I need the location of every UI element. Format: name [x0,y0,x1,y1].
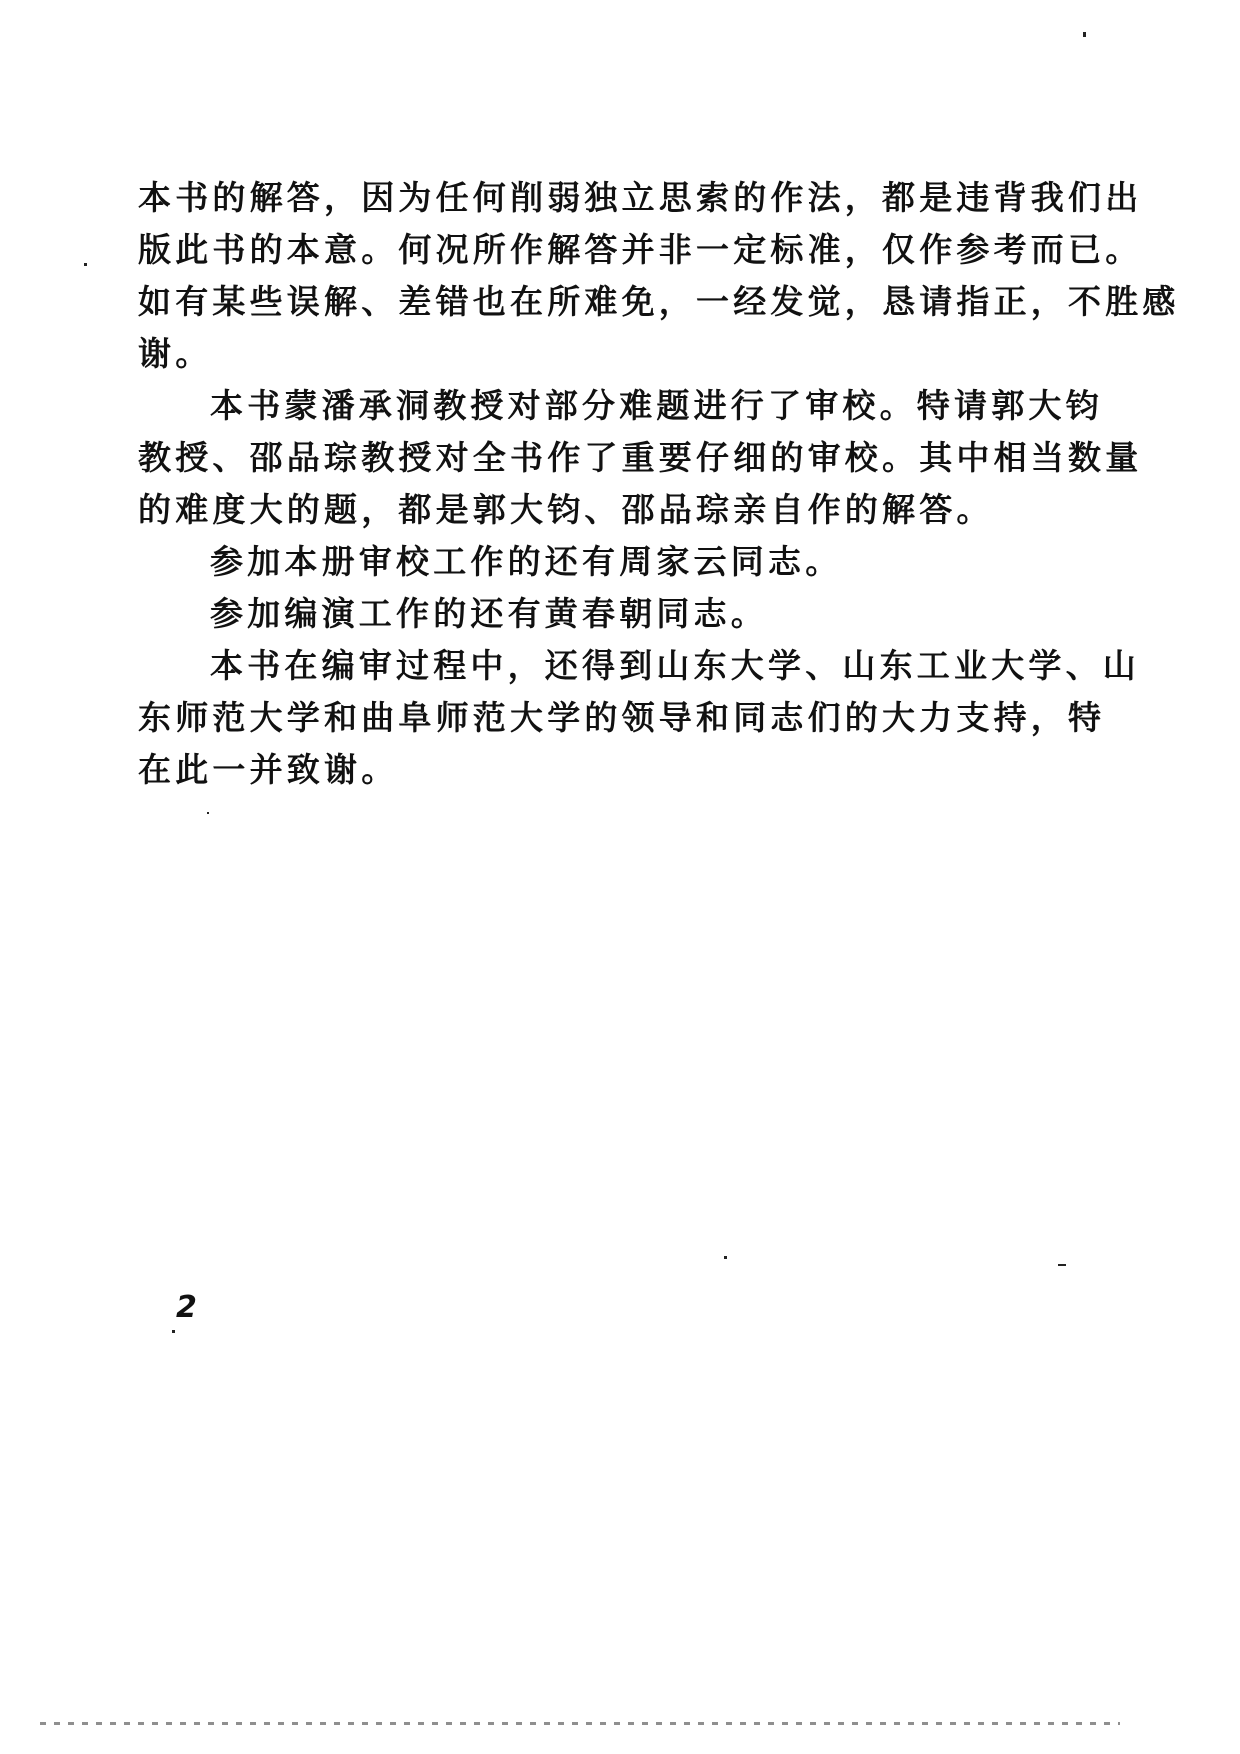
scan-speck [207,812,209,814]
scan-speck [1083,32,1086,37]
page-number: 2 [176,1290,197,1325]
text-line: 教授、邵品琮教授对全书作了重要仔细的审校。其中相当数量 [138,438,1143,477]
scan-speck [1058,1264,1066,1266]
scan-speck [724,1256,727,1259]
text-line: 谢。 [138,334,213,373]
text-line: 东师范大学和曲阜师范大学的领导和同志们的大力支持，特 [138,698,1106,737]
scan-speck [172,1330,175,1333]
preface-body [138,172,1180,796]
paragraph-start-line: 参加本册审校工作的还有周家云同志。 [210,542,843,581]
text-line: 本书的解答，因为任何削弱独立思索的作法，都是违背我们出 [138,178,1143,217]
paragraph-start-line: 本书蒙潘承洞教授对部分难题进行了审校。特请郭大钧 [210,386,1103,425]
paragraph-start-line: 参加编演工作的还有黄春朝同志。 [210,594,768,633]
text-line: 版此书的本意。何况所作解答并非一定标准，仅作参考而已。 [138,230,1143,269]
scan-speck [84,263,87,266]
scan-edge-artifact [40,1722,1120,1725]
text-line: 在此一并致谢。 [138,750,399,789]
paragraph-start-line: 本书在编审过程中，还得到山东大学、山东工业大学、山 [210,646,1140,685]
text-line: 的难度大的题，都是郭大钧、邵品琮亲自作的解答。 [138,490,994,529]
text-line: 如有某些误解、差错也在所难免，一经发觉，恳请指正，不胜感 [138,282,1180,321]
